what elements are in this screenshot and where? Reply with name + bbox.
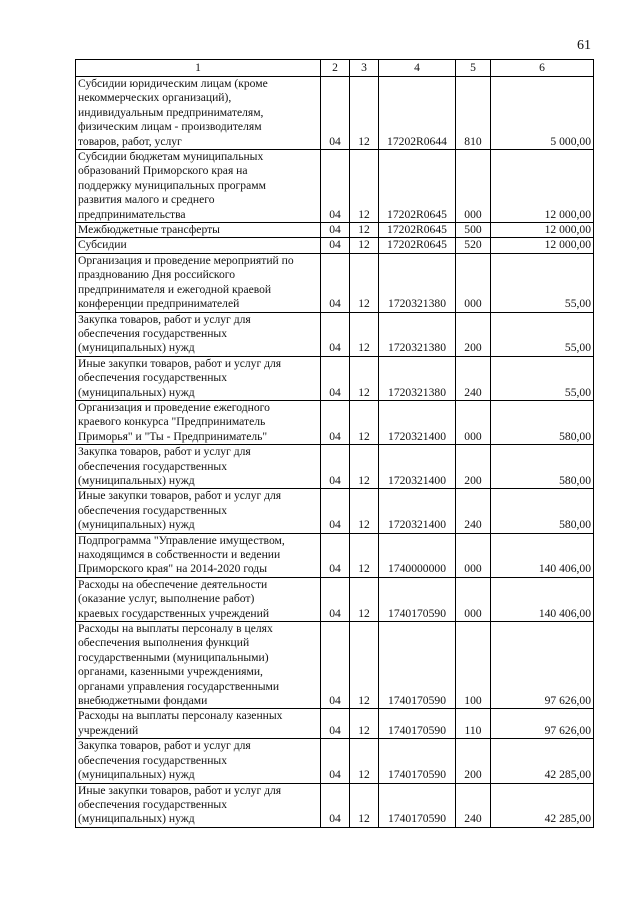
section-code: 04: [321, 150, 350, 223]
target-article-code: 17202R0645: [379, 150, 456, 223]
table-row: [76, 400, 594, 444]
target-article-code: 1740170590: [379, 739, 456, 783]
table-row: [76, 622, 594, 709]
expense-type-code: 520: [456, 238, 491, 253]
subsection-code: 12: [350, 77, 379, 150]
target-article-code: 1740170590: [379, 709, 456, 739]
section-code: 04: [321, 739, 350, 783]
expense-type-code: 000: [456, 400, 491, 444]
expense-type-code: 000: [456, 577, 491, 621]
amount: 42 285,00: [491, 739, 594, 783]
section-code: 04: [321, 489, 350, 533]
item-name: Субсидии: [76, 238, 321, 253]
column-header: 3: [350, 60, 379, 77]
expense-type-code: 500: [456, 223, 491, 238]
amount: 12 000,00: [491, 238, 594, 253]
budget-table: [75, 59, 594, 828]
amount: 42 285,00: [491, 783, 594, 827]
section-code: 04: [321, 356, 350, 400]
amount: 12 000,00: [491, 150, 594, 223]
expense-type-code: 110: [456, 709, 491, 739]
section-code: 04: [321, 709, 350, 739]
header-row: [76, 60, 594, 77]
target-article-code: 1720321400: [379, 445, 456, 489]
expense-type-code: 000: [456, 533, 491, 577]
subsection-code: 12: [350, 356, 379, 400]
item-name: Организация и проведение ежегодного краевого конкурса "Предприниматель Приморья" и "Ты - Предприниматель": [76, 400, 321, 444]
subsection-code: 12: [350, 709, 379, 739]
column-header: 5: [456, 60, 491, 77]
expense-type-code: 240: [456, 356, 491, 400]
subsection-code: 12: [350, 253, 379, 312]
subsection-code: 12: [350, 622, 379, 709]
amount: 55,00: [491, 356, 594, 400]
table-row: [76, 489, 594, 533]
subsection-code: 12: [350, 445, 379, 489]
section-code: 04: [321, 312, 350, 356]
table-row: [76, 577, 594, 621]
column-header: 6: [491, 60, 594, 77]
amount: 140 406,00: [491, 577, 594, 621]
subsection-code: 12: [350, 489, 379, 533]
amount: 5 000,00: [491, 77, 594, 150]
target-article-code: 17202R0645: [379, 238, 456, 253]
expense-type-code: 240: [456, 783, 491, 827]
expense-type-code: 100: [456, 622, 491, 709]
target-article-code: 1720321380: [379, 356, 456, 400]
target-article-code: 1720321380: [379, 312, 456, 356]
target-article-code: 1720321380: [379, 253, 456, 312]
subsection-code: 12: [350, 223, 379, 238]
table-row: [76, 533, 594, 577]
table-row: [76, 253, 594, 312]
item-name: Расходы на обеспечение деятельности (оказание услуг, выполнение работ) краевых государственных учреждений: [76, 577, 321, 621]
target-article-code: 17202R0645: [379, 223, 456, 238]
section-code: 04: [321, 238, 350, 253]
table-row: [76, 739, 594, 783]
section-code: 04: [321, 400, 350, 444]
table-row: [76, 709, 594, 739]
item-name: Межбюджетные трансферты: [76, 223, 321, 238]
subsection-code: 12: [350, 400, 379, 444]
subsection-code: 12: [350, 238, 379, 253]
item-name: Закупка товаров, работ и услуг для обеспечения государственных (муниципальных) нужд: [76, 312, 321, 356]
section-code: 04: [321, 783, 350, 827]
table-row: [76, 77, 594, 150]
amount: 12 000,00: [491, 223, 594, 238]
target-article-code: 1720321400: [379, 400, 456, 444]
section-code: 04: [321, 223, 350, 238]
subsection-code: 12: [350, 577, 379, 621]
expense-type-code: 000: [456, 253, 491, 312]
section-code: 04: [321, 577, 350, 621]
item-name: Иные закупки товаров, работ и услуг для обеспечения государственных (муниципальных) нужд: [76, 783, 321, 827]
amount: 580,00: [491, 489, 594, 533]
subsection-code: 12: [350, 312, 379, 356]
section-code: 04: [321, 253, 350, 312]
amount: 140 406,00: [491, 533, 594, 577]
item-name: Субсидии юридическим лицам (кроме некоммерческих организаций), индивидуальным предпринимателям, физическим лицам - производителям товаров, работ, услуг: [76, 77, 321, 150]
amount: 55,00: [491, 312, 594, 356]
item-name: Иные закупки товаров, работ и услуг для обеспечения государственных (муниципальных) нужд: [76, 356, 321, 400]
table-row: [76, 223, 594, 238]
table-row: [76, 356, 594, 400]
page-number: 61: [577, 38, 591, 53]
item-name: Иные закупки товаров, работ и услуг для обеспечения государственных (муниципальных) нужд: [76, 489, 321, 533]
amount: 97 626,00: [491, 622, 594, 709]
item-name: Расходы на выплаты персоналу казенных учреждений: [76, 709, 321, 739]
amount: 580,00: [491, 445, 594, 489]
expense-type-code: 200: [456, 312, 491, 356]
column-header: 2: [321, 60, 350, 77]
subsection-code: 12: [350, 783, 379, 827]
item-name: Подпрограмма "Управление имуществом, находящимся в собственности и ведении Приморского края" на 2014-2020 годы: [76, 533, 321, 577]
target-article-code: 17202R0644: [379, 77, 456, 150]
expense-type-code: 200: [456, 739, 491, 783]
column-header: 1: [76, 60, 321, 77]
target-article-code: 1740170590: [379, 577, 456, 621]
target-article-code: 1740000000: [379, 533, 456, 577]
item-name: Расходы на выплаты персоналу в целях обеспечения выполнения функций государственными (муниципальными) органами, казенными учреждениями, органами управления государственными внебюджетными фондами: [76, 622, 321, 709]
item-name: Субсидии бюджетам муниципальных образований Приморского края на поддержку муниципальных программ развития малого и среднего предпринимательства: [76, 150, 321, 223]
table-row: [76, 312, 594, 356]
section-code: 04: [321, 533, 350, 577]
item-name: Закупка товаров, работ и услуг для обеспечения государственных (муниципальных) нужд: [76, 445, 321, 489]
subsection-code: 12: [350, 150, 379, 223]
item-name: Закупка товаров, работ и услуг для обеспечения государственных (муниципальных) нужд: [76, 739, 321, 783]
section-code: 04: [321, 77, 350, 150]
subsection-code: 12: [350, 533, 379, 577]
section-code: 04: [321, 622, 350, 709]
table-row: [76, 150, 594, 223]
table-row: [76, 445, 594, 489]
amount: 55,00: [491, 253, 594, 312]
table-row: [76, 238, 594, 253]
section-code: 04: [321, 445, 350, 489]
target-article-code: 1740170590: [379, 783, 456, 827]
column-header: 4: [379, 60, 456, 77]
expense-type-code: 200: [456, 445, 491, 489]
expense-type-code: 240: [456, 489, 491, 533]
target-article-code: 1740170590: [379, 622, 456, 709]
item-name: Организация и проведение мероприятий по празднованию Дня российского предпринимателя и ежегодной краевой конференции предпринимателей: [76, 253, 321, 312]
amount: 97 626,00: [491, 709, 594, 739]
table-row: [76, 783, 594, 827]
target-article-code: 1720321400: [379, 489, 456, 533]
amount: 580,00: [491, 400, 594, 444]
subsection-code: 12: [350, 739, 379, 783]
expense-type-code: 000: [456, 150, 491, 223]
expense-type-code: 810: [456, 77, 491, 150]
